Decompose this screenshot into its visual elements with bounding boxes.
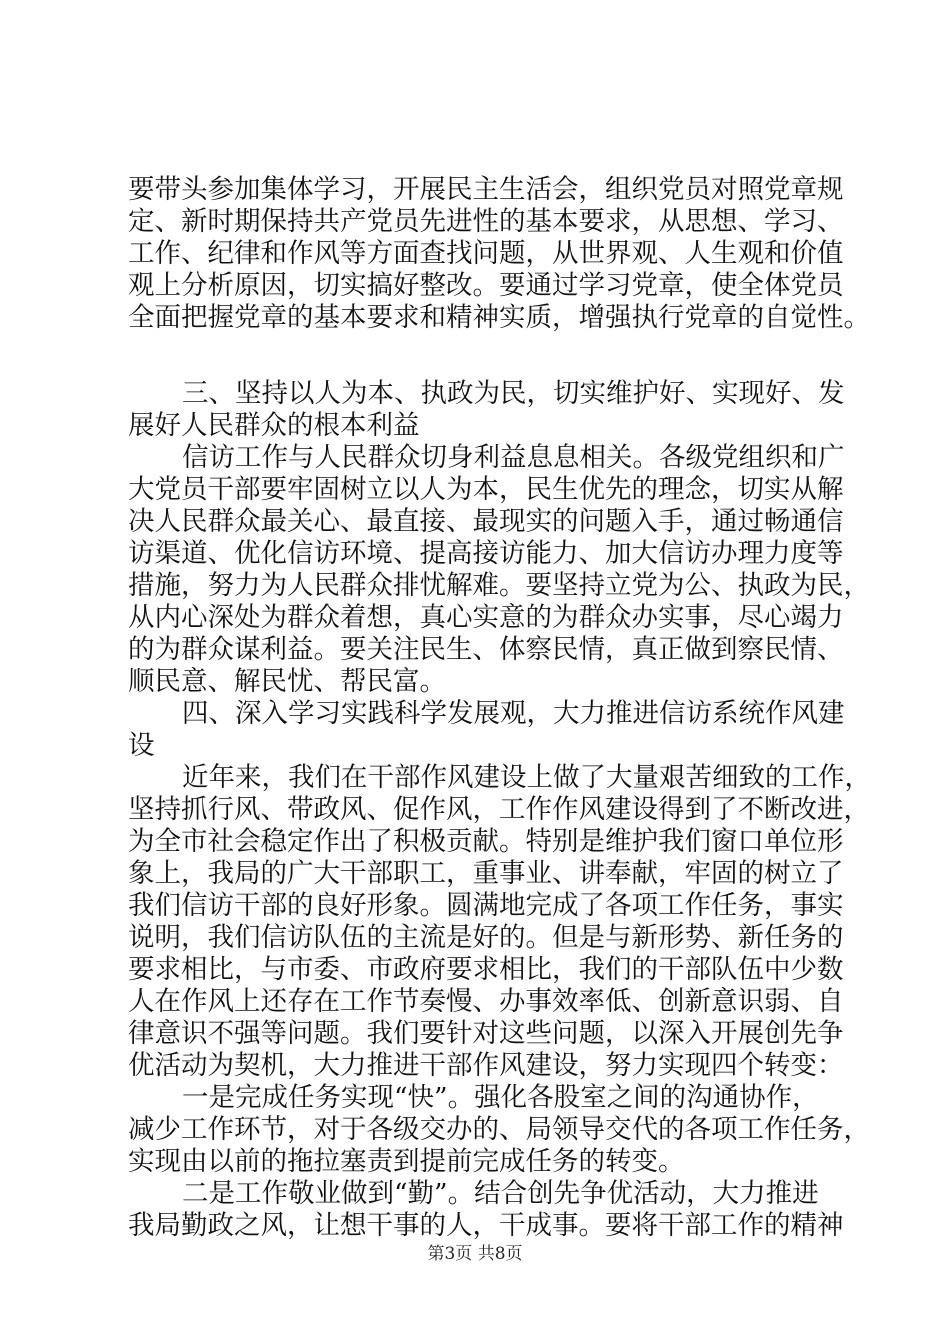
document-page	[128, 174, 871, 1242]
text-line: 减少工作环节，对于各级交办的、局领导交代的各项工作任务，	[128, 1114, 870, 1145]
text-line: 访渠道、优化信访环境、提高接访能力、加大信访办理力度等	[128, 538, 844, 569]
text-line: 工作、纪律和作风等方面查找问题，从世界观、人生观和价值	[128, 238, 844, 269]
text-line: 大党员干部要牢固树立以人为本，民生优先的理念，切实从解	[128, 474, 844, 505]
text-line: 二是工作敬业做到“勤”。结合创先争优活动，大力推进	[182, 1178, 819, 1209]
text-line: 优活动为契机，大力推进干部作风建设，努力实现四个转变：	[128, 1050, 844, 1081]
text-line: 一是完成任务实现“快”。强化各股室之间的沟通协作，	[182, 1082, 819, 1113]
heading-line: 四、深入学习实践科学发展观，大力推进信访系统作风建	[182, 698, 845, 729]
text-line: 信访工作与人民群众切身利益息息相关。各级党组织和广	[182, 442, 845, 473]
paragraph-p5	[128, 1178, 844, 1242]
text-line: 说明，我们信访队伍的主流是好的。但是与新形势、新任务的	[128, 922, 844, 953]
text-line: 顺民意、解民忧、帮民富。	[128, 666, 446, 697]
text-line: 我局勤政之风，让想干事的人，干成事。要将干部工作的精神	[128, 1210, 844, 1241]
text-line: 实现由以前的拖拉塞责到提前完成任务的转变。	[128, 1146, 685, 1177]
text-line: 措施，努力为人民群众排忧解难。要坚持立党为公、执政为民，	[128, 570, 870, 601]
text-line: 我们信访干部的良好形象。圆满地完成了各项工作任务，事实	[128, 890, 844, 921]
paragraph-p3	[128, 762, 871, 1082]
text-line: 坚持抓行风、带政风、促作风，工作作风建设得到了不断改进，	[128, 794, 870, 825]
text-line: 观上分析原因，切实搞好整改。要通过学习党章，使全体党员	[128, 270, 844, 301]
page-number-label: 第3页 共8页	[427, 1244, 523, 1264]
heading-line: 展好人民群众的根本利益	[128, 410, 420, 441]
text-line: 从内心深处为群众着想，真心实意的为群众办实事，尽心竭力	[128, 602, 844, 633]
page-footer	[0, 1244, 950, 1264]
text-line: 近年来，我们在干部作风建设上做了大量艰苦细致的工作，	[182, 762, 871, 793]
paragraph-p4	[128, 1082, 870, 1178]
paragraph-gap	[128, 334, 840, 378]
text-line: 人在作风上还存在工作节奏慢、办事效率低、创新意识弱、自	[128, 986, 844, 1017]
text-line: 定、新时期保持共产党员先进性的基本要求，从思想、学习、	[128, 206, 844, 237]
text-line: 的为群众谋利益。要关注民生、体察民情，真正做到察民情、	[128, 634, 844, 665]
text-line: 要带头参加集体学习，开展民主生活会，组织党员对照党章规	[128, 174, 844, 205]
heading-line: 三、坚持以人为本、执政为民，切实维护好、实现好、发	[182, 378, 845, 409]
section-heading-4	[128, 698, 845, 762]
text-line: 决人民群众最关心、最直接、最现实的问题入手，通过畅通信	[128, 506, 844, 537]
text-line: 全面把握党章的基本要求和精神实质，增强执行党章的自觉性。	[128, 302, 870, 333]
heading-line: 设	[128, 730, 155, 761]
text-line: 律意识不强等问题。我们要针对这些问题，以深入开展创先争	[128, 1018, 844, 1049]
section-heading-3	[128, 378, 845, 442]
paragraph-p1	[128, 174, 870, 334]
text-line: 象上，我局的广大干部职工，重事业、讲奉献，牢固的树立了	[128, 858, 844, 889]
text-line: 为全市社会稳定作出了积极贡献。特别是维护我们窗口单位形	[128, 826, 844, 857]
paragraph-p2	[128, 442, 870, 698]
text-line: 要求相比，与市委、市政府要求相比，我们的干部队伍中少数	[128, 954, 844, 985]
